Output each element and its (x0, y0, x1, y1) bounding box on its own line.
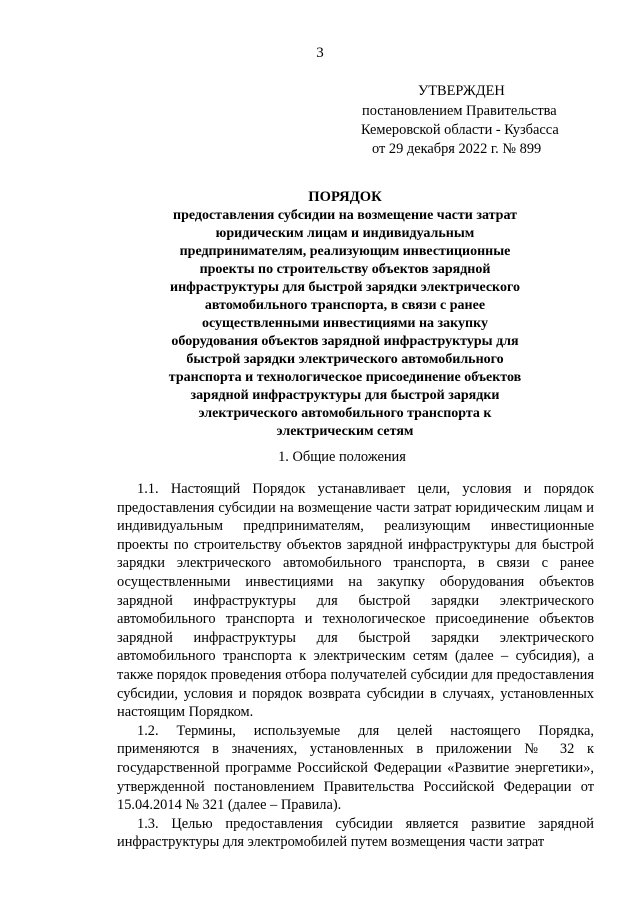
title-line: юридическим лицам и индивидуальным (215, 226, 475, 241)
approval-line-approved: УТВЕРЖДЕН (418, 83, 505, 99)
title-line: предпринимателям, реализующим инвестиционные (179, 244, 511, 259)
title-heading: ПОРЯДОК (308, 189, 382, 205)
approval-line-date: от 29 декабря 2022 г. № 899 (372, 141, 542, 157)
title-line: зарядной инфраструктуры для быстрой зарядки (190, 388, 500, 403)
paragraph-1-2: 1.2. Термины, используемые для целей настоящего Порядка, применяются в значениях, установленных в приложении № 32 к государственной программе Российской Федерации «Развитие энергетики», утвержденной постановлением Правительства Российской Федерации от 15.04.2014 № 321 (далее – Правила). (117, 722, 594, 814)
title-line: транспорта и технологическое присоединение объектов (168, 370, 522, 385)
title-line: предоставления субсидии на возмещение части затрат (173, 208, 517, 223)
paragraph-1-3: 1.3. Целью предоставления субсидии является развитие зарядной инфраструктуры для электромобилей путем возмещения части затрат (117, 815, 594, 851)
approval-line-resolution: постановлением Правительства (362, 103, 557, 119)
title-line: автомобильного транспорта, в связи с ранее (204, 298, 486, 313)
title-line: оборудования объектов зарядной инфраструктуры для (171, 334, 519, 349)
title-line: электрического автомобильного транспорта к (198, 406, 492, 421)
section-heading: 1. Общие положения (278, 449, 406, 465)
paragraph-1-1: 1.1. Настоящий Порядок устанавливает цели, условия и порядок предоставления субсидии на возмещение части затрат юридическим лицам и индивидуальным предпринимателям, реализующим инвестиционные проекты по строительству объектов зарядной инфраструктуры для быстрой зарядки электрического автомобильного транспорта, в связи с ранее осуществленными инвестициями на закупку оборудования объектов зарядной инфраструктуры для быстрой зарядки электрического автомобильного транспорта и технологическое присоединение объектов зарядной инфраструктуры для быстрой зарядки электрического автомобильного транспорта к электрическим сетям (далее – субсидия), а также порядок проведения отбора получателей субсидии для предоставления субсидии, условия и порядок возврата субсидии в случаях, установленных настоящим Порядком. (117, 481, 594, 721)
section-body (117, 480, 594, 852)
document-title (110, 188, 580, 441)
title-line: электрическим сетям (276, 424, 414, 439)
title-line: осуществленными инвестициями на закупку (202, 316, 488, 331)
approval-line-region: Кемеровской области - Кузбасса (361, 122, 559, 138)
title-line: проекты по строительству объектов зарядной (199, 262, 491, 277)
title-line: инфраструктуры для быстрой зарядки электрического (170, 280, 520, 295)
page-number: 3 (316, 45, 324, 61)
title-line: быстрой зарядки электрического автомобильного (186, 352, 504, 367)
